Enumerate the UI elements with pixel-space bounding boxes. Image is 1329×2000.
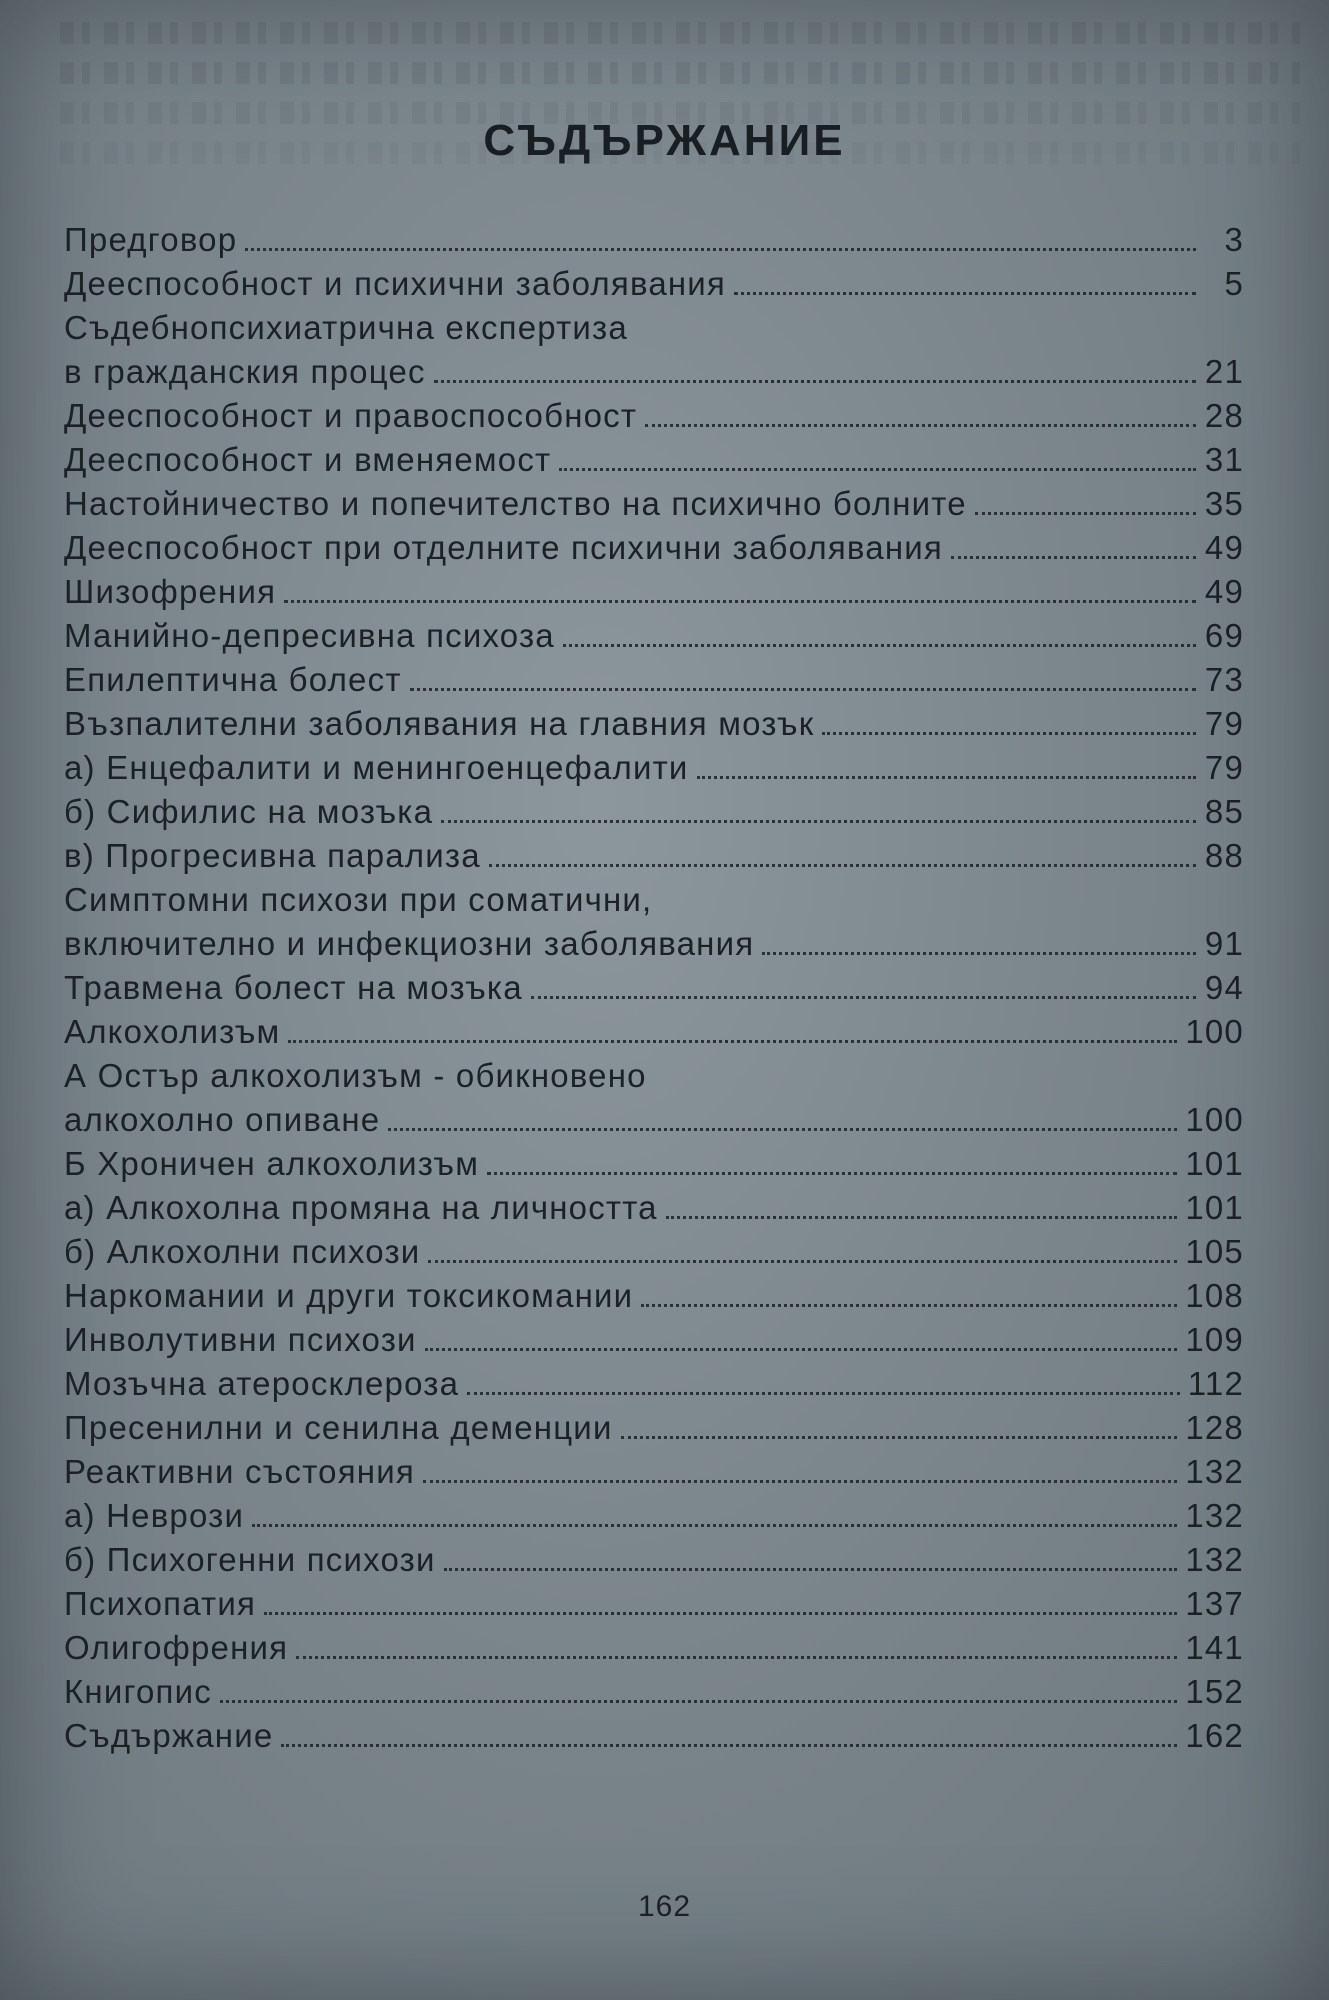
toc-entry <box>64 1494 1244 1538</box>
toc-entry <box>64 614 1244 658</box>
dot-leader <box>666 1216 1178 1219</box>
toc-entry-title: Дееспособност и правоспособност <box>64 397 638 434</box>
toc-entry-row <box>64 1670 1244 1714</box>
toc-entry-title-line: А Остър алкохолизъм - обикновено <box>64 1057 647 1094</box>
dot-leader <box>434 380 1196 383</box>
dot-leader <box>487 1172 1177 1175</box>
toc-entry-row <box>64 262 1244 306</box>
toc-entry-page: 137 <box>1185 1585 1244 1622</box>
toc-entry <box>64 1010 1244 1054</box>
toc-entry-page: 128 <box>1185 1409 1244 1446</box>
dot-leader <box>975 512 1196 515</box>
toc-entry-row <box>64 1450 1244 1494</box>
toc-entry-page: 105 <box>1185 1233 1244 1270</box>
toc-entry-title: Реактивни състояния <box>64 1453 415 1490</box>
toc-entry-row <box>64 1142 1244 1186</box>
toc-entry-page: 112 <box>1187 1365 1244 1402</box>
toc-entry-row <box>64 1714 1244 1758</box>
toc-entry <box>64 526 1244 570</box>
toc-entry-page: 101 <box>1185 1145 1244 1182</box>
dot-leader <box>467 1392 1180 1395</box>
toc-entry-title-line: Съдебнопсихиатрична експертиза <box>64 309 628 346</box>
dot-leader <box>621 1436 1178 1439</box>
toc-entry-row <box>64 1582 1244 1626</box>
toc-entry-row <box>64 966 1244 1010</box>
dot-leader <box>951 556 1196 559</box>
toc-entry-page: 31 <box>1204 441 1244 478</box>
toc-entry-title: Възпалителни заболявания на главния мозък <box>64 705 815 742</box>
toc-entry-title: Алкохолизъм <box>64 1013 281 1050</box>
toc-entry-page: 91 <box>1204 925 1244 962</box>
toc-entry <box>64 878 1244 966</box>
toc-entry-title: а) Енцефалити и менингоенцефалити <box>64 749 689 786</box>
toc-entry-page: 79 <box>1204 705 1244 742</box>
toc-entry-row <box>64 482 1244 526</box>
toc-entry-row <box>64 1186 1244 1230</box>
dot-leader <box>563 644 1196 647</box>
toc-entry-title: Дееспособност и психични заболявания <box>64 265 726 302</box>
dot-leader <box>220 1700 1177 1703</box>
toc-entry-page: 101 <box>1185 1189 1244 1226</box>
toc-entry-title-line: Симптомни психози при соматични, <box>64 881 653 918</box>
toc-entry <box>64 1538 1244 1582</box>
toc-entry <box>64 1230 1244 1274</box>
bleed-line <box>60 62 1300 84</box>
dot-leader <box>264 1612 1177 1615</box>
toc-entry-page: 21 <box>1204 353 1244 390</box>
toc-entry-row <box>64 1362 1244 1406</box>
toc-entry-page: 152 <box>1185 1673 1244 1710</box>
toc-entry-row <box>64 394 1244 438</box>
toc-entry-row <box>64 790 1244 834</box>
toc-entry-page: 49 <box>1204 529 1244 566</box>
toc-entry-page: 100 <box>1185 1013 1244 1050</box>
toc-entry-page: 94 <box>1204 969 1244 1006</box>
dot-leader <box>489 864 1196 867</box>
toc-entry-page: 100 <box>1185 1101 1244 1138</box>
toc-entry-page: 132 <box>1185 1453 1244 1490</box>
toc-entry <box>64 1318 1244 1362</box>
toc-entry-title: Наркомании и други токсикомании <box>64 1277 634 1314</box>
dot-leader <box>410 688 1196 691</box>
table-of-contents <box>64 218 1244 1758</box>
toc-entry-title: б) Психогенни психози <box>64 1541 436 1578</box>
dot-leader <box>531 996 1196 999</box>
toc-entry-page: 28 <box>1204 397 1244 434</box>
toc-entry-title: Б Хроничен алкохолизъм <box>64 1145 480 1182</box>
toc-entry <box>64 790 1244 834</box>
toc-entry-row <box>64 1538 1244 1582</box>
toc-entry-row <box>64 922 1244 966</box>
toc-entry-row <box>64 1098 1244 1142</box>
dot-leader <box>428 1260 1177 1263</box>
toc-entry <box>64 658 1244 702</box>
toc-entry-title: Дееспособност и вменяемост <box>64 441 552 478</box>
toc-entry-title: Манийно-депресивна психоза <box>64 617 555 654</box>
toc-entry <box>64 1054 1244 1142</box>
toc-entry-page: 132 <box>1185 1497 1244 1534</box>
toc-entry <box>64 1406 1244 1450</box>
toc-entry-row <box>64 218 1244 262</box>
toc-entry-title: Настойничество и попечителство на психично болните <box>64 485 967 522</box>
toc-entry-title: Епилептична болест <box>64 661 402 698</box>
toc-entry-row <box>64 1010 1244 1054</box>
toc-entry-page: 162 <box>1185 1717 1244 1754</box>
toc-entry-page: 3 <box>1224 221 1244 258</box>
toc-entry-row <box>64 1494 1244 1538</box>
toc-entry-row <box>64 746 1244 790</box>
toc-entry-page: 5 <box>1224 265 1244 302</box>
toc-entry-title: б) Алкохолни психози <box>64 1233 421 1270</box>
toc-entry-page: 35 <box>1204 485 1244 522</box>
toc-entry <box>64 218 1244 262</box>
toc-entry-title: алкохолно опиване <box>64 1101 381 1138</box>
toc-entry <box>64 394 1244 438</box>
toc-entry-title: в гражданския процес <box>64 353 426 390</box>
toc-entry-title: включително и инфекциозни заболявания <box>64 925 755 962</box>
toc-entry-row <box>64 1626 1244 1670</box>
toc-entry <box>64 966 1244 1010</box>
dot-leader <box>252 1524 1177 1527</box>
toc-entry-row <box>64 834 1244 878</box>
toc-entry <box>64 1450 1244 1494</box>
toc-entry-page: 85 <box>1204 793 1244 830</box>
toc-entry-row <box>64 350 1244 394</box>
toc-entry-title: а) Неврози <box>64 1497 245 1534</box>
toc-entry <box>64 438 1244 482</box>
page-number: 162 <box>637 1890 692 1923</box>
toc-entry-title: Предговор <box>64 221 238 258</box>
toc-entry-page: 108 <box>1185 1277 1244 1314</box>
toc-entry-title: Мозъчна атеросклероза <box>64 1365 460 1402</box>
toc-entry <box>64 1670 1244 1714</box>
dot-leader <box>734 292 1196 295</box>
toc-entry-title: Травмена болест на мозъка <box>64 969 523 1006</box>
bleed-line <box>60 22 1300 44</box>
toc-entry <box>64 262 1244 306</box>
dot-leader <box>388 1128 1177 1131</box>
toc-entry-title: а) Алкохолна промяна на личността <box>64 1189 658 1226</box>
dot-leader <box>423 1480 1177 1483</box>
toc-entry <box>64 1582 1244 1626</box>
toc-entry <box>64 1274 1244 1318</box>
toc-entry-row <box>64 1406 1244 1450</box>
toc-entry-row <box>64 1274 1244 1318</box>
toc-entry-title: Дееспособност при отделните психични заболявания <box>64 529 943 566</box>
dot-leader <box>762 952 1196 955</box>
dot-leader <box>425 1348 1178 1351</box>
toc-entry-page: 73 <box>1204 661 1244 698</box>
toc-entry-title: Олигофрения <box>64 1629 289 1666</box>
toc-entry-title: в) Прогресивна парализа <box>64 837 481 874</box>
toc-entry-title: Шизофрения <box>64 573 277 610</box>
toc-entry-row <box>64 702 1244 746</box>
toc-entry-page: 132 <box>1185 1541 1244 1578</box>
toc-entry <box>64 306 1244 394</box>
toc-entry <box>64 746 1244 790</box>
dot-leader <box>281 1744 1177 1747</box>
toc-entry <box>64 1186 1244 1230</box>
toc-entry <box>64 834 1244 878</box>
toc-entry-page: 49 <box>1204 573 1244 610</box>
toc-entry-title: Книгопис <box>64 1673 212 1710</box>
dot-leader <box>288 1040 1177 1043</box>
dot-leader <box>444 1568 1178 1571</box>
dot-leader <box>822 732 1196 735</box>
toc-entry-row <box>64 658 1244 702</box>
toc-entry-title: Инволутивни психози <box>64 1321 417 1358</box>
page-title: СЪДЪРЖАНИЕ <box>483 116 846 165</box>
toc-entry <box>64 1362 1244 1406</box>
toc-entry-title: Съдържание <box>64 1717 274 1754</box>
toc-entry-page: 141 <box>1185 1629 1244 1666</box>
toc-entry-row <box>64 570 1244 614</box>
toc-entry-page: 69 <box>1204 617 1244 654</box>
dot-leader <box>441 820 1196 823</box>
toc-entry-page: 79 <box>1204 749 1244 786</box>
toc-entry <box>64 570 1244 614</box>
dot-leader <box>645 424 1196 427</box>
dot-leader <box>245 248 1196 251</box>
dot-leader <box>641 1304 1177 1307</box>
toc-entry <box>64 1142 1244 1186</box>
toc-entry-page: 109 <box>1185 1321 1244 1358</box>
toc-entry <box>64 482 1244 526</box>
dot-leader <box>284 600 1196 603</box>
toc-entry <box>64 1626 1244 1670</box>
toc-entry-row <box>64 1230 1244 1274</box>
toc-entry-row <box>64 1318 1244 1362</box>
toc-entry <box>64 702 1244 746</box>
toc-entry-title: б) Сифилис на мозъка <box>64 793 434 830</box>
dot-leader <box>559 468 1196 471</box>
toc-entry-row <box>64 526 1244 570</box>
dot-leader <box>296 1656 1177 1659</box>
toc-entry-row <box>64 614 1244 658</box>
toc-entry-row <box>64 438 1244 482</box>
toc-entry-title: Психопатия <box>64 1585 257 1622</box>
toc-entry <box>64 1714 1244 1758</box>
toc-entry-title: Пресенилни и сенилна деменции <box>64 1409 613 1446</box>
toc-entry-page: 88 <box>1204 837 1244 874</box>
dot-leader <box>697 776 1196 779</box>
